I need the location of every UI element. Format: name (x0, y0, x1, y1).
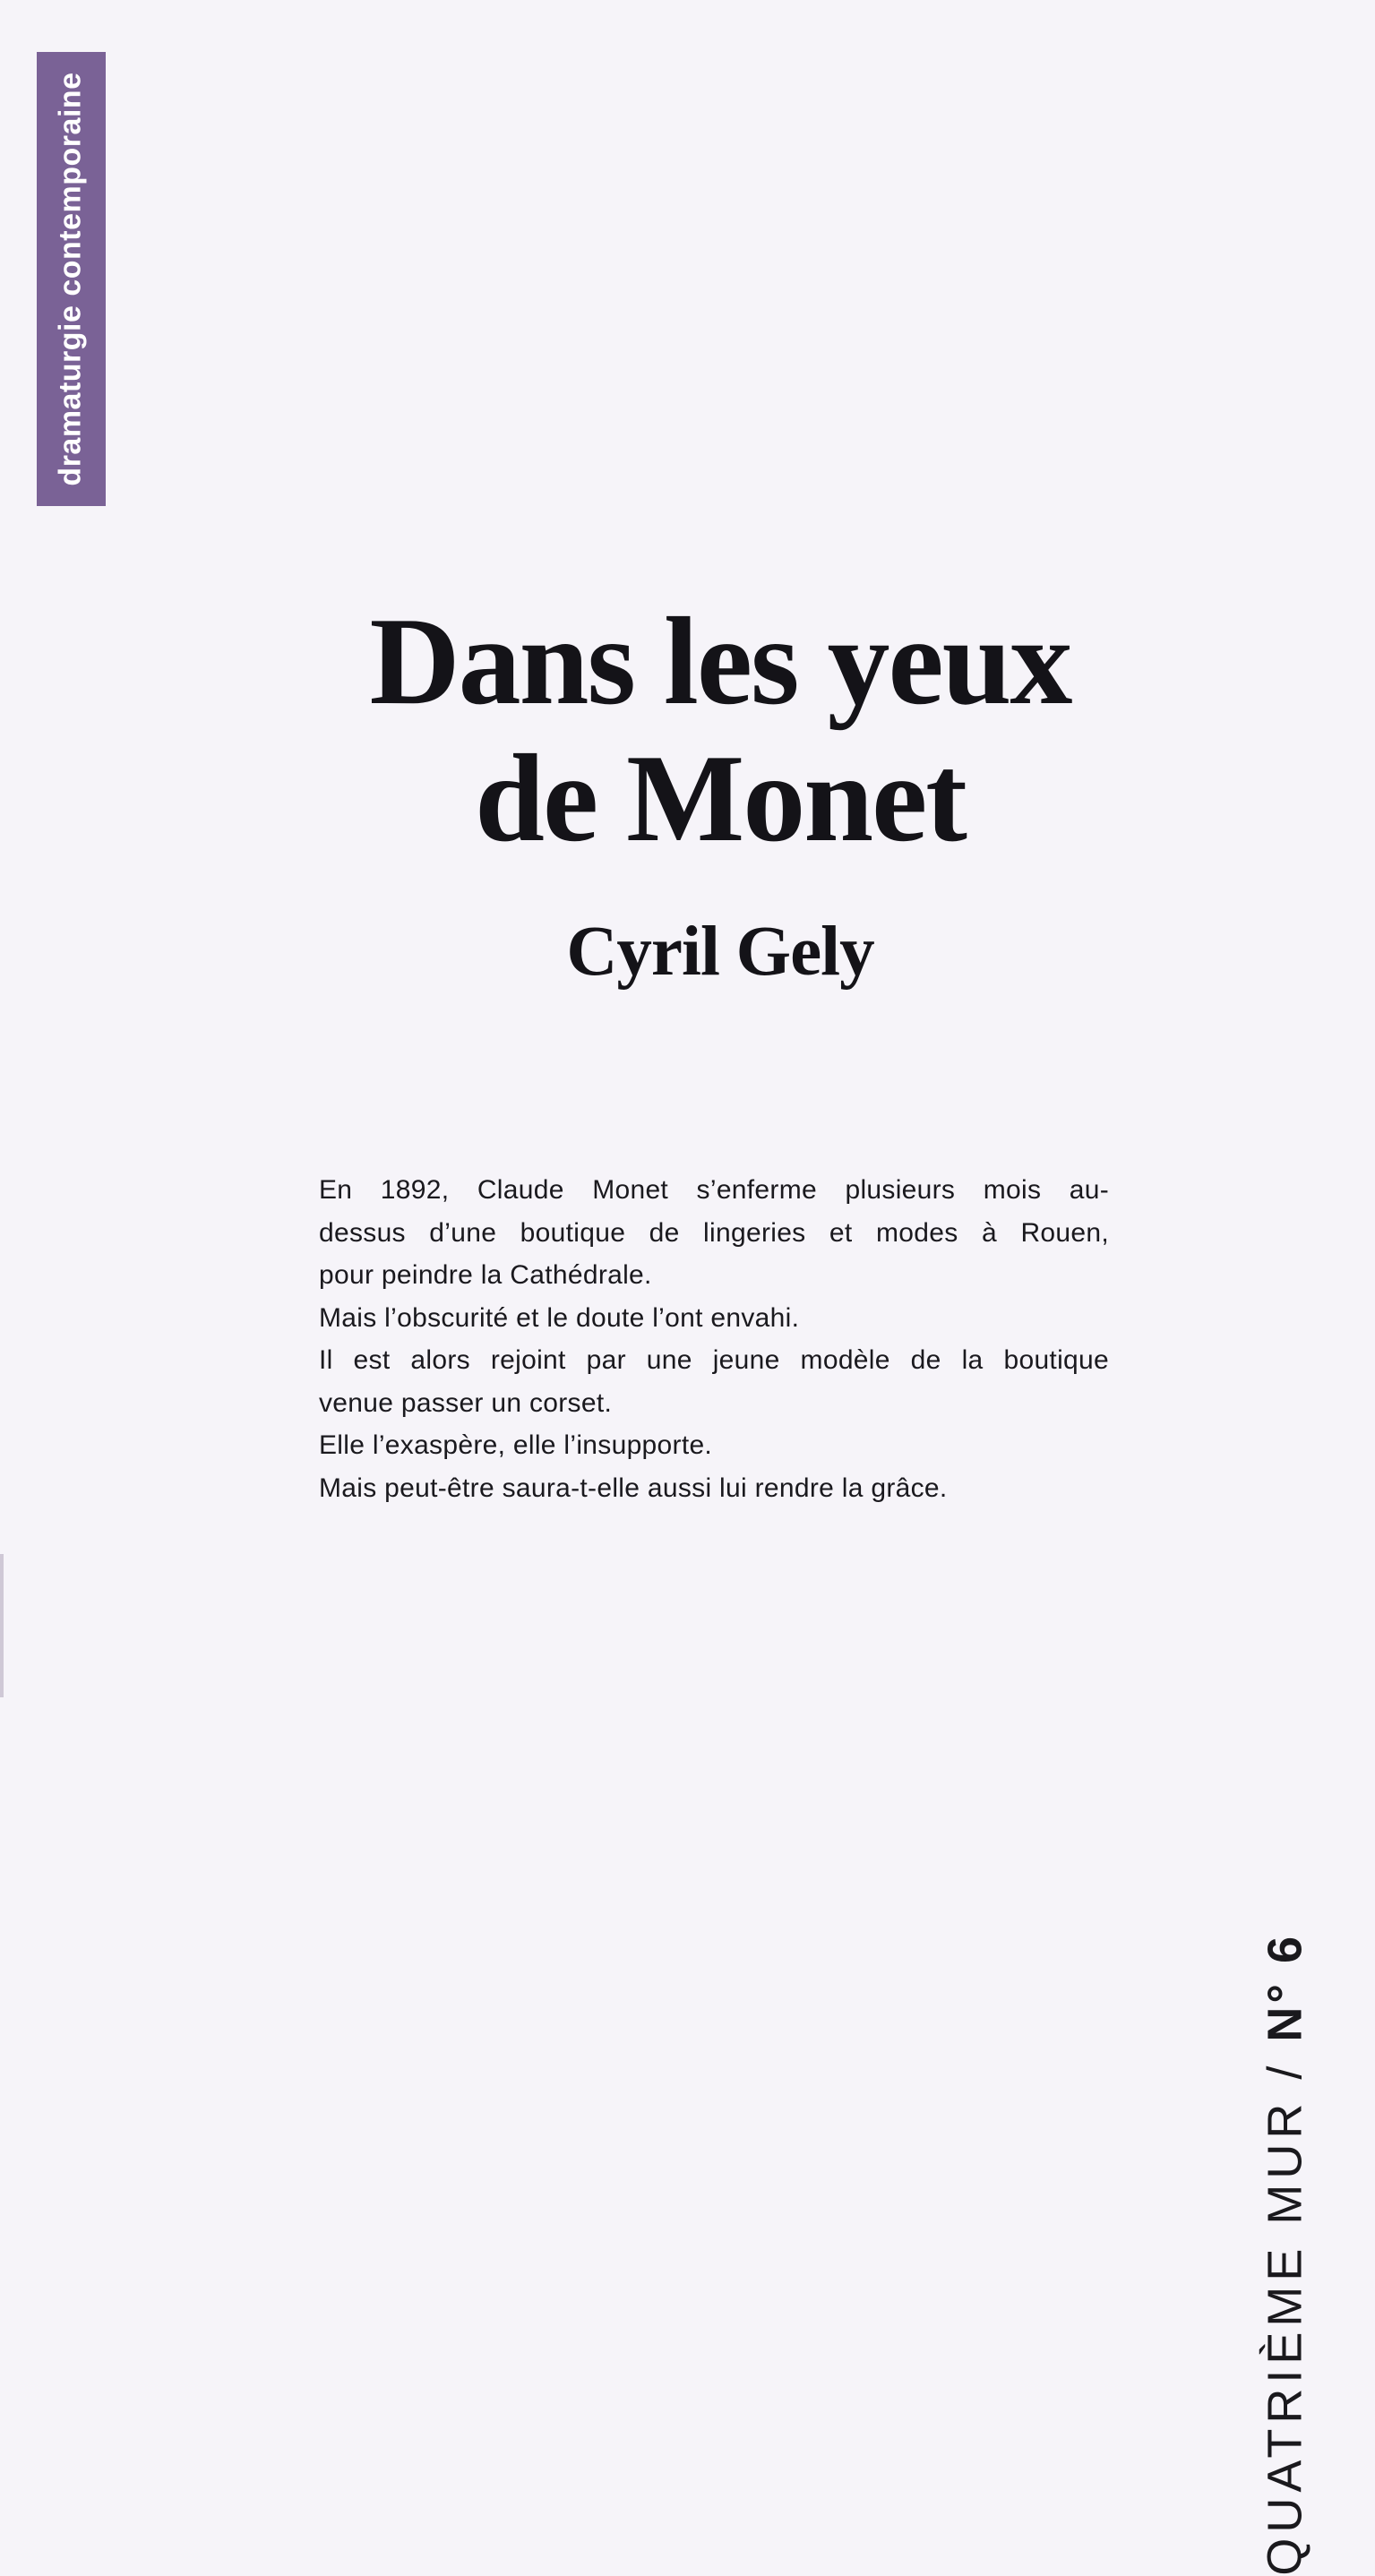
synopsis-line: venue passer un corset. (319, 1387, 613, 1418)
title-block (65, 593, 1375, 867)
author-block (65, 915, 1375, 989)
synopsis-paragraph (319, 1169, 1109, 1509)
synopsis-line: Elle l’exaspère, elle l’insupporte. (319, 1430, 713, 1460)
book-title-line-1: Dans les yeux (369, 592, 1071, 731)
collection-banner (37, 52, 106, 506)
synopsis-line: pour peindre la Cathédrale. (319, 1260, 652, 1290)
issue-number: N° 6 (1259, 1933, 1312, 2042)
synopsis-line: Mais peut-être saura-t-elle aussi lui rendre la grâce. (319, 1473, 948, 1503)
page-edge-mark (0, 1554, 4, 1697)
series-name: QUATRIÈME MUR (1259, 2098, 1312, 2576)
book-title-line-2: de Monet (475, 729, 966, 868)
synopsis-line: Mais l’obscurité et le doute l’ont envahi. (319, 1302, 800, 1333)
collection-banner-label: dramaturgie contemporaine (54, 72, 88, 486)
synopsis-line: dessus d’une boutique de lingeries et modes à Rouen, (319, 1217, 1109, 1248)
synopsis-line: En 1892, Claude Monet s’enferme plusieurs mois au- (319, 1175, 1109, 1205)
synopsis-line: Il est alors rejoint par une jeune modèle de la boutique (319, 1345, 1109, 1375)
author-name: Cyril Gely (566, 913, 874, 991)
spine-text (1258, 1933, 1313, 2576)
series-separator: / (1259, 2041, 1312, 2099)
